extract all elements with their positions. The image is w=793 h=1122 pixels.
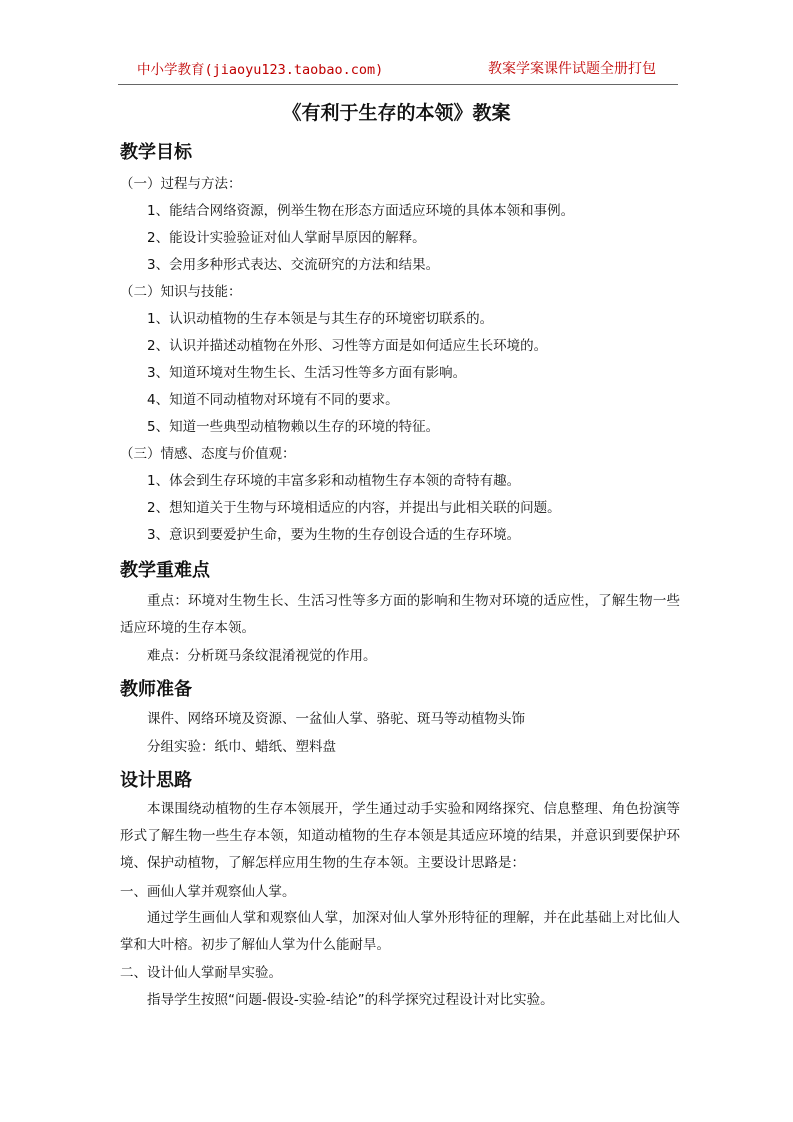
design-intro: 本课围绕动植物的生存本领展开，学生通过动手实验和网络探究、信息整理、角色扮演等形式了解生物一些生存本领，知道动植物的生存本领是其适应环境的结果，并意识到要保护环境、保护动植物，了解怎样应用生物的生存本领。主要设计思路是： <box>120 801 680 871</box>
focus-paragraph: 重点：环境对生物生长、生活习性等多方面的影响和生物对环境的适应性，了解生物一些适应环境的生存本领。 <box>120 593 680 636</box>
keypoints-heading: 教学重难点 <box>120 560 210 581</box>
list-item: 3、会用多种形式表达、交流研究的方法和结果。 <box>147 257 440 273</box>
section-1-label: （一）过程与方法： <box>120 176 242 192</box>
prep-line-2: 分组实验：纸巾、蜡纸、塑料盘 <box>147 739 336 755</box>
design-heading: 设计思路 <box>120 770 192 791</box>
design-step-1: 一、画仙人掌并观察仙人掌。 <box>120 884 296 900</box>
design-step-2-text: 指导学生按照“问题-假设-实验-结论”的科学探究过程设计对比实验。 <box>147 992 554 1008</box>
list-item: 2、认识并描述动植物在外形、习性等方面是如何适应生长环境的。 <box>147 338 548 354</box>
prep-line-1: 课件、网络环境及资源、一盆仙人掌、骆驼、斑马等动植物头饰 <box>147 711 525 727</box>
section-2-label: （二）知识与技能： <box>120 284 242 300</box>
page-title: 《有利于生存的本领》教案 <box>282 102 511 124</box>
difficulty-line: 难点：分析斑马条纹混淆视觉的作用。 <box>147 648 377 664</box>
list-item: 1、能结合网络资源，例举生物在形态方面适应环境的具体本领和事例。 <box>147 203 575 219</box>
header-right: 教案学案课件试题全册打包 <box>488 61 656 77</box>
prep-heading: 教师准备 <box>120 679 192 700</box>
section-3-label: （三）情感、态度与价值观： <box>120 446 296 462</box>
goals-heading: 教学目标 <box>120 142 192 163</box>
design-step-1-text: 通过学生画仙人掌和观察仙人掌，加深对仙人掌外形特征的理解，并在此基础上对比仙人掌和大叶榕。初步了解仙人掌为什么能耐旱。 <box>120 910 680 953</box>
design-step-2: 二、设计仙人掌耐旱实验。 <box>120 965 282 981</box>
list-item: 2、想知道关于生物与环境相适应的内容，并提出与此相关联的问题。 <box>147 500 561 516</box>
list-item: 3、意识到要爱护生命，要为生物的生存创设合适的生存环境。 <box>147 527 521 543</box>
header-left: 中小学教育(jiaoyu123.taobao.com) <box>137 62 384 78</box>
list-item: 3、知道环境对生物生长、生活习性等多方面有影响。 <box>147 365 467 381</box>
header-rule <box>118 84 678 85</box>
list-item: 2、能设计实验验证对仙人掌耐旱原因的解释。 <box>147 230 426 246</box>
list-item: 1、体会到生存环境的丰富多彩和动植物生存本领的奇特有趣。 <box>147 473 521 489</box>
list-item: 1、认识动植物的生存本领是与其生存的环境密切联系的。 <box>147 311 494 327</box>
list-item: 4、知道不同动植物对环境有不同的要求。 <box>147 392 399 408</box>
list-item: 5、知道一些典型动植物赖以生存的环境的特征。 <box>147 419 440 435</box>
